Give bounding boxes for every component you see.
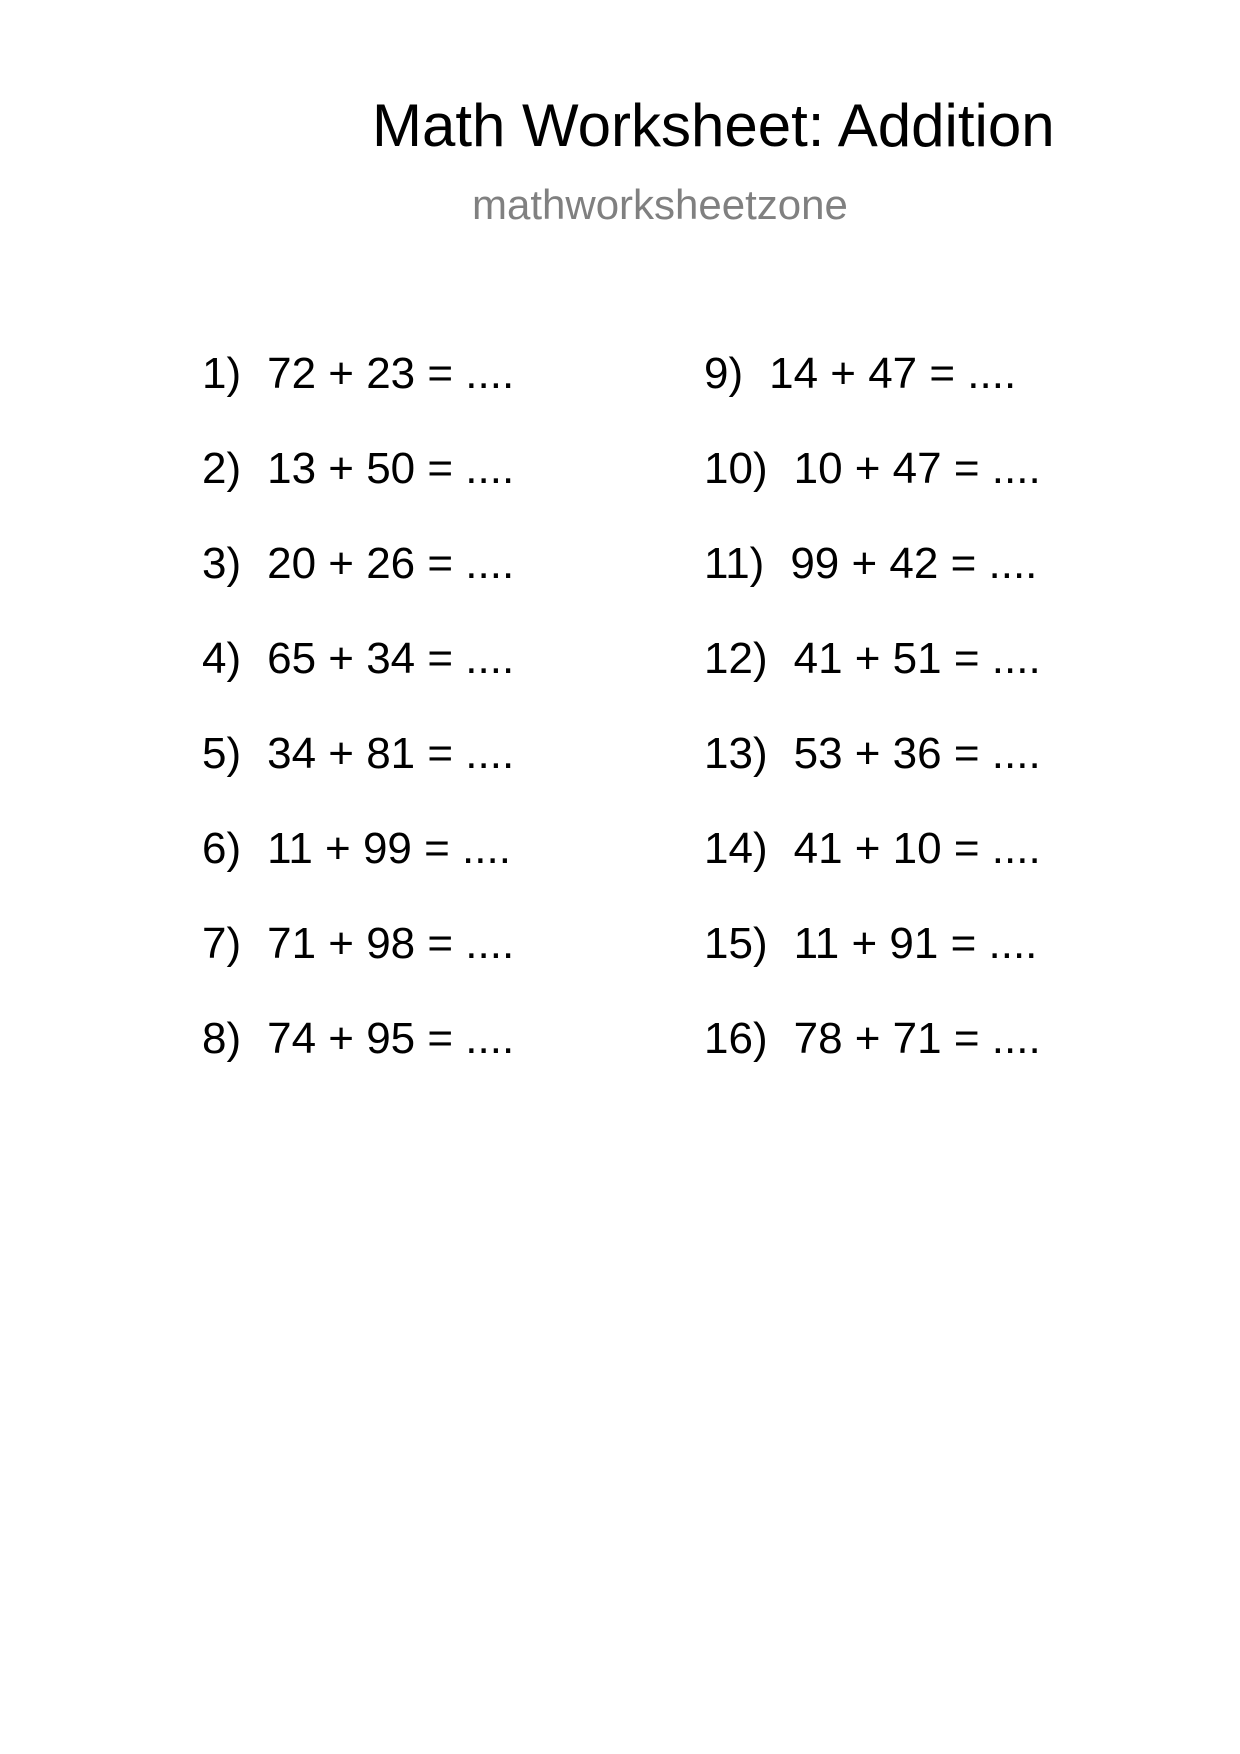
problem-number: 10) [704, 444, 768, 493]
problem-item [704, 1014, 1041, 1112]
problem-number: 9) [704, 349, 744, 398]
problem-number: 5) [202, 729, 242, 778]
problem-column-left [202, 349, 515, 1112]
problem-item [202, 444, 515, 542]
problem-expression: 72 + 23 = .... [267, 349, 515, 398]
problem-item [202, 824, 514, 922]
problem-number: 15) [704, 919, 768, 968]
problem-number: 8) [202, 1014, 242, 1063]
problem-item [202, 349, 515, 447]
problem-number: 14) [704, 824, 768, 873]
problem-item [202, 539, 515, 637]
problem-expression: 11 + 99 = .... [267, 824, 511, 873]
problem-expression: 71 + 98 = .... [267, 919, 515, 968]
problem-item [704, 539, 1041, 637]
problem-item [704, 824, 1041, 922]
problem-expression: 74 + 95 = .... [267, 1014, 515, 1063]
problem-expression: 13 + 50 = .... [267, 444, 515, 493]
problem-number: 4) [202, 634, 242, 683]
problem-number: 12) [704, 634, 768, 683]
problem-number: 11) [704, 539, 765, 588]
problem-expression: 20 + 26 = .... [267, 539, 515, 588]
problem-item [704, 349, 1041, 447]
problem-item [704, 919, 1041, 1017]
problem-column-right [704, 349, 1041, 1112]
problem-number: 13) [704, 729, 768, 778]
problem-expression: 11 + 91 = .... [793, 919, 1038, 968]
worksheet-subtitle: mathworksheetzone [472, 181, 848, 228]
problem-number: 1) [202, 349, 242, 398]
problem-item [202, 1014, 515, 1112]
problem-item [704, 729, 1041, 827]
problem-expression: 99 + 42 = .... [790, 539, 1038, 588]
problem-item [202, 729, 515, 827]
problem-expression: 41 + 10 = .... [793, 824, 1041, 873]
problem-number: 7) [202, 919, 242, 968]
problem-expression: 41 + 51 = .... [793, 634, 1041, 683]
problem-item [202, 634, 515, 732]
problem-item [202, 919, 515, 1017]
problem-number: 3) [202, 539, 242, 588]
worksheet-title: Math Worksheet: Addition [372, 92, 1055, 159]
problem-expression: 10 + 47 = .... [793, 444, 1041, 493]
problem-expression: 78 + 71 = .... [793, 1014, 1041, 1063]
problem-expression: 53 + 36 = .... [793, 729, 1041, 778]
problem-number: 16) [704, 1014, 768, 1063]
problem-expression: 34 + 81 = .... [267, 729, 515, 778]
problem-expression: 65 + 34 = .... [267, 634, 515, 683]
problem-item [704, 444, 1041, 542]
problem-item [704, 634, 1041, 732]
problem-number: 6) [202, 824, 242, 873]
problem-expression: 14 + 47 = .... [769, 349, 1017, 398]
problem-number: 2) [202, 444, 242, 493]
